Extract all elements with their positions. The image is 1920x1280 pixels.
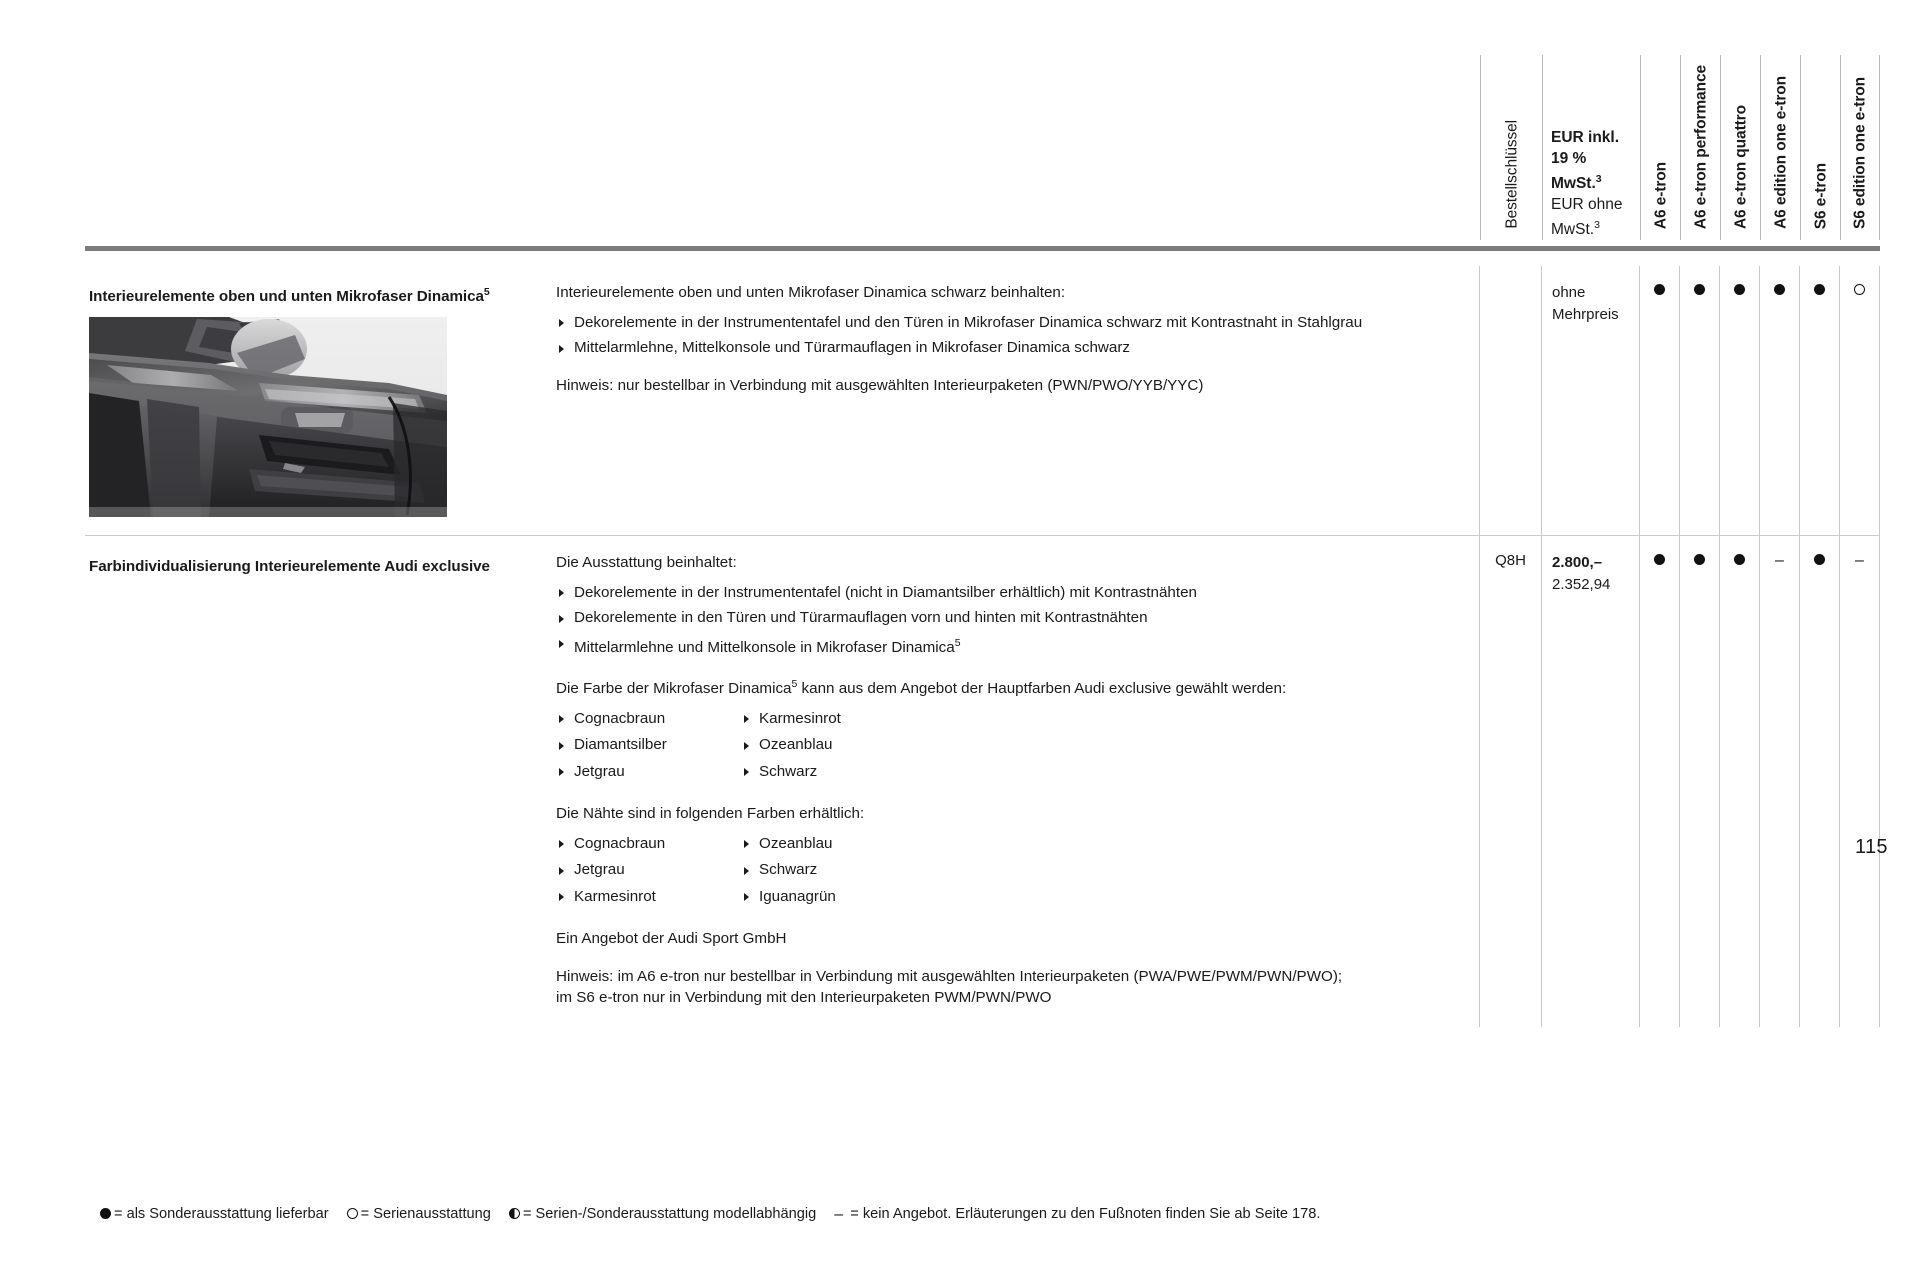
legend-item: = als Sonderausstattung lieferbar (100, 1206, 329, 1222)
options-table (85, 266, 1880, 1027)
availability-cell-model-2 (1720, 536, 1760, 1027)
description-note: Hinweis: nur bestellbar in Verbindung mit ausgewählten Interieurpaketen (PWN/PWO/YYB/YYC) (556, 376, 1204, 394)
header-model-label: A6 edition one e-tron (1771, 76, 1789, 229)
table-header-zone (85, 55, 1880, 240)
description-intro: Interieurelemente oben und unten Mikrofaser Dinamica schwarz beinhalten: (556, 284, 1066, 301)
list-item: Jetgrau (556, 859, 741, 881)
table-header-columns (1480, 55, 1880, 240)
row-description-cell (542, 266, 1480, 535)
description-note-line-1: Hinweis: im A6 e-tron nur bestellbar in Verbindung mit ausgewählten Interieurpaketen (PWA/PWE/PWM/PWN/PWO); (556, 967, 1343, 985)
page-number: 115 (1855, 836, 1888, 858)
footnote-legend (100, 1204, 1334, 1224)
row-title-cell (85, 536, 542, 1027)
marker-standard-option-icon (1734, 554, 1745, 565)
table-row (85, 535, 1880, 1027)
seam-colors-list (556, 833, 1459, 913)
price-line-1: EUR inkl. (1551, 129, 1620, 146)
main-colors-list (556, 708, 1459, 788)
offer-line: Ein Angebot der Audi Sport GmbH (556, 930, 787, 948)
header-model-label: A6 e-tron performance (1691, 64, 1709, 229)
marker-series-equipment-icon (1854, 284, 1865, 295)
marker-not-available-icon: – (1775, 552, 1784, 570)
availability-cell-model-5 (1840, 536, 1880, 1027)
list-item: Karmesinrot (556, 886, 741, 908)
marker-standard-option-icon (1654, 284, 1665, 295)
list-item: Dekorelemente in der Instrumententafel (nicht in Diamantsilber erhältlich) mit Kontrastnähten (556, 582, 1459, 604)
availability-cell-model-1 (1680, 266, 1720, 535)
header-cell-model-4 (1800, 55, 1840, 240)
availability-cell-model-0 (1640, 536, 1680, 1027)
description-note-line-2: im S6 e-tron nur in Verbindung mit den Interieurpaketen PWM/PWN/PWO (556, 989, 1052, 1007)
marker-standard-option-icon (100, 1208, 111, 1219)
marker-not-available-icon: – (1855, 552, 1864, 570)
row-price-cell (1542, 536, 1640, 1027)
price-excl-vat: Mehrpreis (1552, 306, 1619, 323)
price-incl-vat: ohne (1552, 284, 1586, 301)
marker-model-dependent-icon (509, 1208, 520, 1219)
row-title: Farbindividualisierung Interieurelemente Audi exclusive (89, 558, 490, 576)
description-intro: Die Ausstattung beinhaltet: (556, 554, 737, 572)
price-line-3: EUR ohne (1551, 196, 1623, 214)
list-item: Ozeanblau (741, 734, 1459, 756)
header-cell-price (1542, 55, 1640, 240)
availability-cell-model-0 (1640, 266, 1680, 535)
row-description-cell (542, 536, 1480, 1027)
seams-intro: Die Nähte sind in folgenden Farben erhältlich: (556, 805, 865, 823)
row-price-cell (1542, 266, 1640, 535)
list-item: Cognacbraun (556, 708, 741, 730)
list-item: Ozeanblau (741, 833, 1459, 855)
availability-cell-model-4 (1800, 536, 1840, 1027)
row-title-cell (85, 266, 542, 535)
list-item: Dekorelemente in der Instrumententafel und den Türen in Mikrofaser Dinamica schwarz mit Kontrastnaht in Stahlgrau (556, 312, 1459, 334)
header-price-label (1543, 127, 1640, 240)
description-bullet-list (556, 582, 1459, 659)
row-order-key: Q8H (1480, 536, 1542, 1027)
availability-cell-model-3 (1760, 536, 1800, 1027)
description-bullet-list (556, 312, 1459, 359)
price-excl-vat: 2.352,94 (1552, 576, 1611, 594)
table-row (85, 266, 1880, 535)
availability-cell-model-5 (1840, 266, 1880, 535)
list-item: Dekorelemente in den Türen und Türarmauflagen vorn und hinten mit Kontrastnähten (556, 607, 1459, 629)
order-key-label-wrap (1504, 120, 1520, 234)
price-line-2: 19 % MwSt.$^3$ (1551, 150, 1602, 193)
list-item: Jetgrau (556, 761, 741, 783)
price-line-4: MwSt.$^3$ (1551, 219, 1600, 239)
availability-cell-model-3 (1760, 266, 1800, 535)
legend-item: – = kein Angebot. Erläuterungen zu den Fußnoten finden Sie ab Seite 178. (834, 1206, 1321, 1223)
header-cell-model-1 (1680, 55, 1720, 240)
list-item: Schwarz (741, 859, 1459, 881)
marker-standard-option-icon (1814, 284, 1825, 295)
header-cell-model-3 (1760, 55, 1800, 240)
availability-cell-model-2 (1720, 266, 1760, 535)
header-cell-model-2 (1720, 55, 1760, 240)
header-model-label: S6 e-tron (1811, 162, 1829, 229)
header-model-label: A6 e-tron (1651, 161, 1669, 229)
list-item: Mittelarmlehne und Mittelkonsole in Mikrofaser Dinamica$^5$ (556, 633, 1459, 659)
header-model-label: S6 edition one e-tron (1851, 76, 1869, 229)
marker-standard-option-icon (1774, 284, 1785, 295)
header-order-key-label: Bestellschlüssel (1502, 120, 1520, 229)
legend-item: = Serien-/Sonderausstattung modellabhängig (509, 1206, 816, 1222)
header-cell-order-key (1480, 55, 1542, 240)
marker-standard-option-icon (1654, 554, 1665, 565)
header-cell-model-0 (1640, 55, 1680, 240)
colors-intro: Die Farbe der Mikrofaser Dinamica$^5$ kann aus dem Angebot der Hauptfarben Audi exclusive gewählt werden: (556, 678, 1287, 698)
marker-standard-option-icon (1734, 284, 1745, 295)
list-item: Karmesinrot (741, 708, 1459, 730)
marker-standard-option-icon (1694, 554, 1705, 565)
header-cell-model-5 (1840, 55, 1880, 240)
marker-not-available-icon: – (834, 1206, 844, 1223)
list-item: Mittelarmlehne, Mittelkonsole und Türarmauflagen in Mikrofaser Dinamica schwarz (556, 337, 1459, 359)
marker-standard-option-icon (1814, 554, 1825, 565)
marker-series-equipment-icon (347, 1208, 358, 1219)
row-title: Interieurelemente oben und unten Mikrofaser Dinamica$^5$ (89, 286, 490, 306)
row-order-key (1480, 266, 1542, 535)
legend-item: = Serienausstattung (347, 1206, 491, 1222)
availability-cell-model-4 (1800, 266, 1840, 535)
header-model-label: A6 e-tron quattro (1731, 104, 1749, 229)
list-item: Cognacbraun (556, 833, 741, 855)
interior-door-panel-photo (89, 317, 447, 517)
price-incl-vat: 2.800,– (1552, 554, 1603, 572)
header-separator-rule (85, 246, 1880, 251)
marker-standard-option-icon (1694, 284, 1705, 295)
availability-cell-model-1 (1680, 536, 1720, 1027)
list-item: Iguanagrün (741, 886, 1459, 908)
list-item: Diamantsilber (556, 734, 741, 756)
list-item: Schwarz (741, 761, 1459, 783)
